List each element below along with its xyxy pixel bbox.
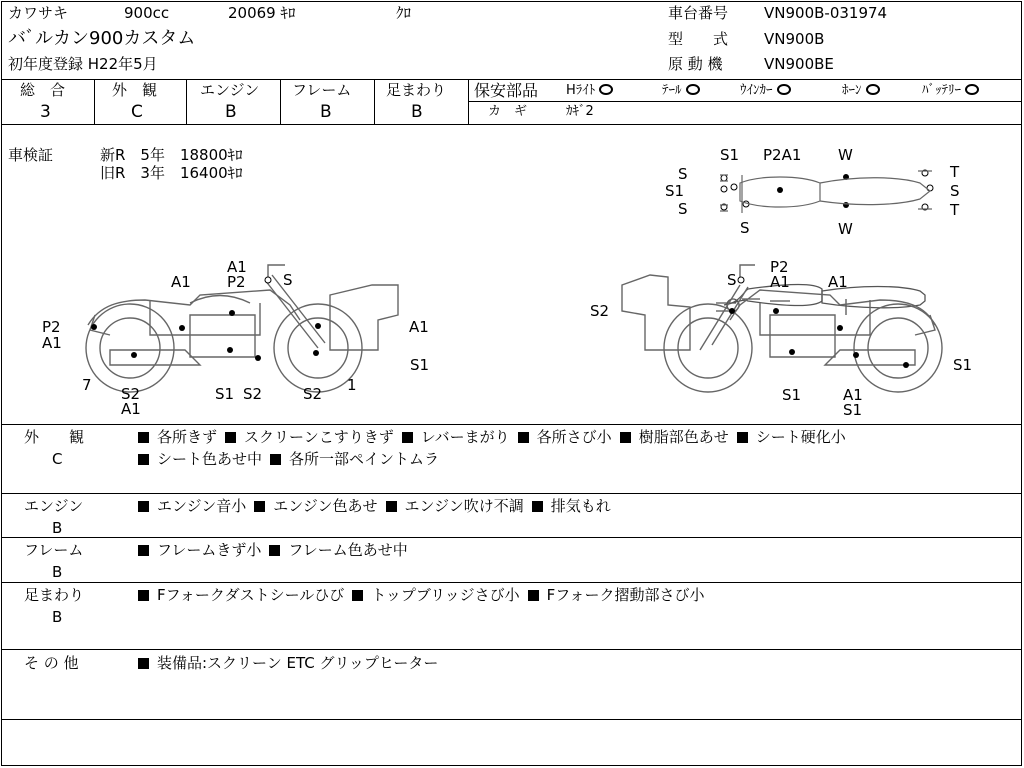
mark-left-s1: S1 [215,385,235,403]
note-grade: C [52,450,63,468]
grade-header-engine: エンジン [200,81,260,99]
bullet-icon [138,545,149,556]
engine-code: VN900BE [764,55,834,73]
grade-frame: B [320,102,332,122]
safety-tail: ﾃｰﾙ [662,84,700,97]
safety-headlight: Hﾗｲﾄ [566,84,613,97]
mark-top-s1-b: S1 [665,182,685,200]
mark-left-a1-top: A1 [227,258,247,276]
note-grade: B [52,563,63,581]
note-title: 外 観 [24,428,85,446]
mark-top-t1: T [950,163,960,181]
note-item: フレーム色あせ中 [288,541,408,559]
grade-header-exterior: 外 観 [112,81,158,99]
bullet-icon [620,432,631,443]
grade-suspension: B [411,102,423,122]
mileage: 20069 ｷﾛ [228,4,296,22]
note-title: フレーム [24,541,84,559]
grade-exterior: C [131,102,143,122]
note-line [136,656,444,671]
safety-label: 保安部品 [474,81,539,100]
safety-winker: ｳｲﾝｶｰ [740,84,791,97]
mark-left-s1-right: S1 [410,356,430,374]
mark-left-p2-side: P2 [42,318,61,336]
bullet-icon [270,454,281,465]
note-grade: B [52,519,63,537]
note-line [136,430,852,445]
bullet-icon [138,590,149,601]
bullet-icon [138,454,149,465]
mark-left-s2: S2 [121,385,141,403]
note-item: Fフォークダストシールひび [157,586,345,604]
note-item: フレームきず小 [157,541,262,559]
note-item: トップブリッジさび小 [371,586,520,604]
note-grade: B [52,608,63,626]
model-code: VN900B [764,30,825,48]
grade-engine: B [225,102,237,122]
grade-total: 3 [40,102,51,122]
grade-header-suspension: 足まわり [386,81,447,99]
mark-right-s1-right: S1 [953,356,973,374]
mark-right-p2: P2 [770,258,789,276]
note-line [136,588,711,603]
mark-top-p2a1: P2A1 [763,146,802,164]
mark-left-a1-bottom: A1 [121,400,141,418]
bullet-icon [352,590,363,601]
frame-no-label: 車台番号 [668,4,729,22]
bullet-icon [402,432,413,443]
mark-right-a1-bottom: A1 [843,386,863,404]
mark-top-s-right: S [950,182,960,200]
bullet-icon [138,432,149,443]
note-item: Fフォーク摺動部さび小 [546,586,705,604]
note-item: エンジン吹け不調 [404,497,524,515]
mark-top-t2: T [950,201,960,219]
mark-top-s-a: S [678,165,688,183]
top-view-outline [720,171,932,213]
mark-top-w: W [838,146,853,164]
note-line [136,543,414,558]
note-item: シート色あせ中 [157,450,263,468]
mark-left-s2-b: S2 [243,385,263,403]
key-value: ｶｷﾞ2 [566,104,594,119]
grade-header-total: 総 合 [20,81,66,99]
top-view-marks [721,170,933,210]
note-item: 各所さび小 [536,428,612,446]
bullet-icon [532,501,543,512]
bullet-icon [138,501,149,512]
note-item: 各所一部ペイントムラ [289,450,440,468]
mark-left-a1: A1 [171,273,191,291]
note-item: 樹脂部色あせ [638,428,729,446]
bullet-icon [386,501,397,512]
mark-top-s-bottom: S [740,219,750,237]
mark-right-a1-a: A1 [770,273,790,291]
note-item: 各所きず [157,428,218,446]
mark-right-a1-b: A1 [828,273,848,291]
mark-left-a1-side: A1 [42,334,62,352]
bullet-icon [225,432,236,443]
note-line [136,499,617,514]
note-item: レバーまがり [420,428,510,446]
note-title: 足まわり [24,586,85,604]
displacement: 900cc [124,4,170,22]
first-registration: 初年度登録 H22年5月 [8,55,158,73]
mark-right-s1-bottom: S1 [843,401,863,419]
note-title: そ の 他 [24,654,79,672]
mark-left-s2-c: S2 [303,385,323,403]
damage-diagram [0,125,1024,425]
bullet-icon [528,590,539,601]
engine-label: 原 動 機 [668,55,723,73]
model-label: 型 式 [668,30,729,48]
safety-battery: ﾊﾞｯﾃﾘｰ [922,84,979,97]
note-item: シート硬化小 [755,428,846,446]
note-item: エンジン色あせ [273,497,378,515]
mark-top-s-c: S [678,200,688,218]
color: ｸﾛ [396,4,412,22]
mark-left-1: 1 [347,376,357,394]
mark-right-s1: S1 [782,386,802,404]
note-item: 装備品:スクリーン ETC グリップヒーター [157,654,439,672]
bullet-icon [269,545,280,556]
inspection-label: 車検証 [8,146,54,164]
note-title: エンジン [24,497,84,515]
mark-right-s: S [727,271,737,289]
safety-horn: ﾎｰﾝ [842,84,880,97]
inspection-old: 旧R 3年 16400ｷﾛ [100,164,243,182]
mark-left-p2: P2 [227,273,246,291]
note-item: 排気もれ [550,497,611,515]
model-name: バﾞルカン900カスタム [8,28,196,49]
bullet-icon [737,432,748,443]
note-item: エンジン音小 [157,497,247,515]
bullet-icon [254,501,265,512]
key-label: カ ギ [488,104,528,119]
mark-right-s2: S2 [590,302,610,320]
inspection-new: 新R 5年 18800ｷﾛ [100,146,243,164]
mark-left-s: S [283,271,293,289]
note-item: スクリーンこすりきず [244,428,394,446]
note-line [136,452,445,467]
mark-top-s1: S1 [720,146,740,164]
maker: カワサキ [8,4,69,22]
mark-left-a1-right: A1 [409,318,429,336]
frame-no: VN900B-031974 [764,4,888,22]
mark-top-w2: W [838,220,853,238]
bullet-icon [518,432,529,443]
grade-header-frame: フレーム [292,81,352,99]
mark-left-7: 7 [82,376,92,394]
bullet-icon [138,658,149,669]
